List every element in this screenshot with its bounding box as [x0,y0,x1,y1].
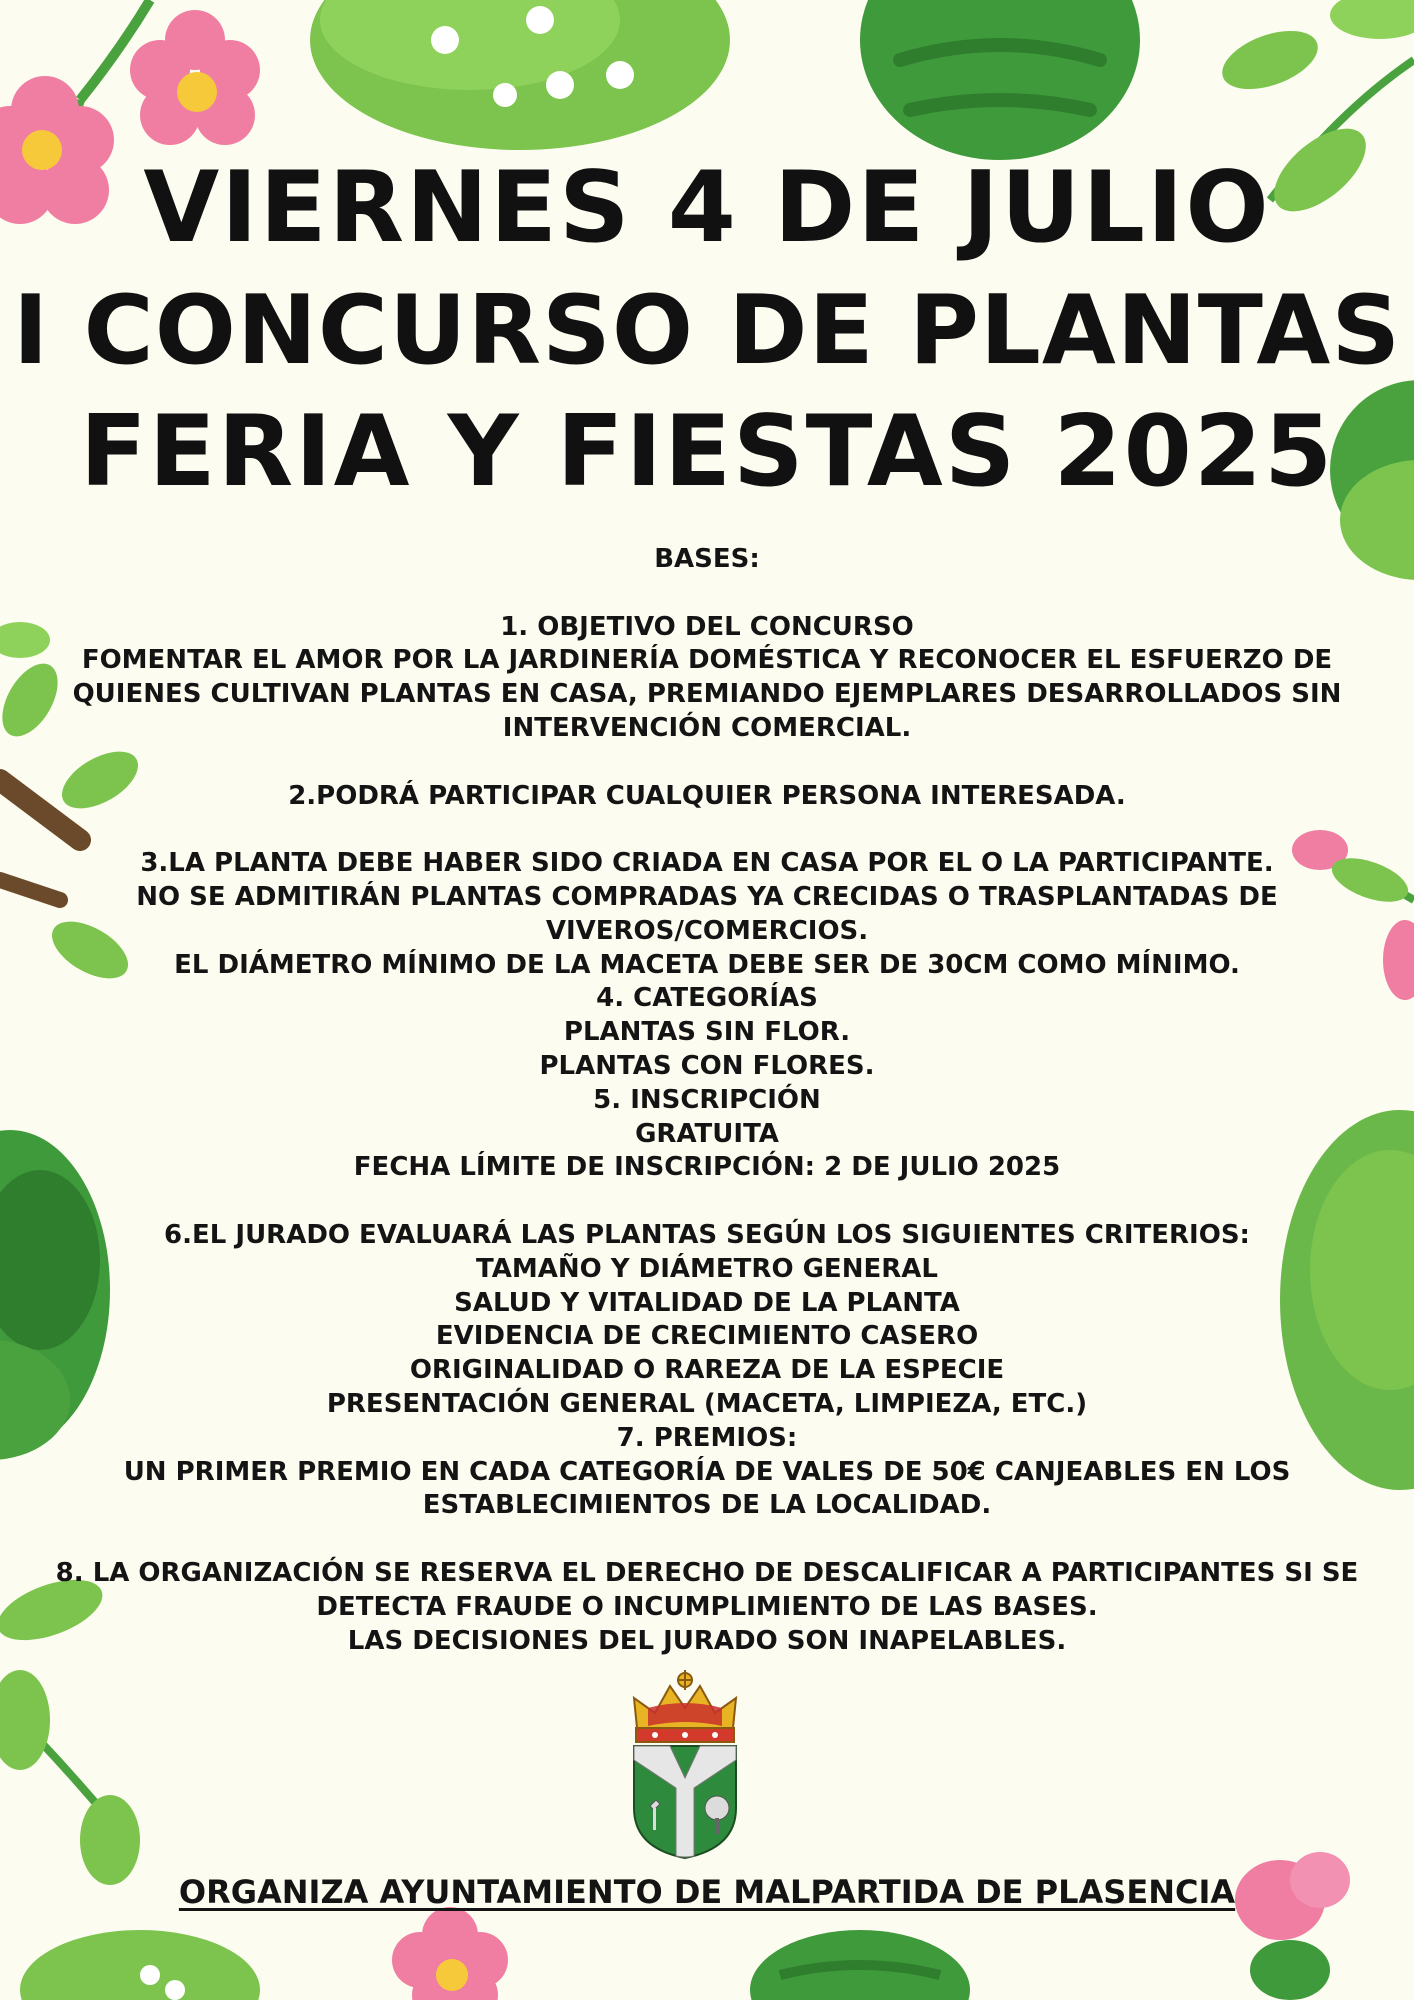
criteria-item: TAMAÑO Y DIÁMETRO GENERAL [476,1253,938,1284]
rule-8-line: DETECTA FRAUDE O INCUMPLIMIENTO DE LAS BASES. [316,1591,1098,1622]
rule-3-line: EL DIÁMETRO MÍNIMO DE LA MACETA DEBE SER DE 30CM COMO MÍNIMO. [174,949,1240,980]
spacer [30,746,1384,780]
rule-2: 2.PODRÁ PARTICIPAR CUALQUIER PERSONA INTERESADA. [288,780,1126,811]
rule-8-line: LAS DECISIONES DEL JURADO SON INAPELABLES. [347,1625,1067,1656]
bases-title: BASES: [654,544,760,574]
prize-line: UN PRIMER PREMIO EN CADA CATEGORÍA DE VALES DE 50€ CANJEABLES EN LOS [123,1456,1291,1487]
contest-rules [30,543,1384,1658]
organizer-footer [0,1870,1414,1914]
criteria-item: PRESENTACIÓN GENERAL (MACETA, LIMPIEZA, ETC.) [326,1388,1088,1419]
headline-date: VIERNES 4 DE JULIO [143,151,1271,265]
crown-icon [634,1670,736,1742]
coat-of-arms-icon [630,1668,740,1860]
registration-deadline: FECHA LÍMITE DE INSCRIPCIÓN: 2 DE JULIO 2025 [353,1152,1061,1183]
rule-1-line: INTERVENCIÓN COMERCIAL. [502,712,912,743]
rule-5-title: 5. INSCRIPCIÓN [593,1084,821,1115]
category-item: PLANTAS SIN FLOR. [563,1017,851,1048]
headline-festival: FERIA Y FIESTAS 2025 [79,395,1335,509]
spacer [30,1185,1384,1219]
registration-fee: GRATUITA [635,1118,779,1149]
headline-contest: I CONCURSO DE PLANTAS [12,274,1402,386]
category-item: PLANTAS CON FLORES. [539,1050,875,1081]
criteria-item: EVIDENCIA DE CRECIMIENTO CASERO [435,1321,979,1352]
criteria-item: ORIGINALIDAD O RAREZA DE LA ESPECIE [409,1355,1005,1386]
spacer [30,577,1384,611]
rule-1-line: QUIENES CULTIVAN PLANTAS EN CASA, PREMIANDO EJEMPLARES DESARROLLADOS SIN [72,679,1342,710]
rule-3-line: 3.LA PLANTA DEBE HABER SIDO CRIADA EN CASA POR EL O LA PARTICIPANTE. [140,848,1274,879]
rule-8-line: 8. LA ORGANIZACIÓN SE RESERVA EL DERECHO DE DESCALIFICAR A PARTICIPANTES SI SE [55,1557,1359,1588]
rule-1-title: 1. OBJETIVO DEL CONCURSO [500,611,914,642]
prize-line: ESTABLECIMIENTOS DE LA LOCALIDAD. [422,1490,992,1521]
rule-4-title: 4. CATEGORÍAS [596,983,818,1014]
rule-3-line: NO SE ADMITIRÁN PLANTAS COMPRADAS YA CRECIDAS O TRASPLANTADAS DE [136,881,1278,912]
shield-icon [634,1746,736,1858]
rule-6-title: 6.EL JURADO EVALUARÁ LAS PLANTAS SEGÚN LOS SIGUIENTES CRITERIOS: [164,1219,1250,1250]
organizer-text: ORGANIZA AYUNTAMIENTO DE MALPARTIDA DE PLASENCIA [178,1873,1236,1911]
spacer [30,813,1384,847]
rule-7-title: 7. PREMIOS: [616,1422,798,1453]
rule-3-line: VIVEROS/COMERCIOS. [545,915,869,946]
criteria-item: SALUD Y VITALIDAD DE LA PLANTA [454,1287,960,1318]
rule-1-line: FOMENTAR EL AMOR POR LA JARDINERÍA DOMÉSTICA Y RECONOCER EL ESFUERZO DE [81,645,1333,676]
spacer [30,1523,1384,1557]
